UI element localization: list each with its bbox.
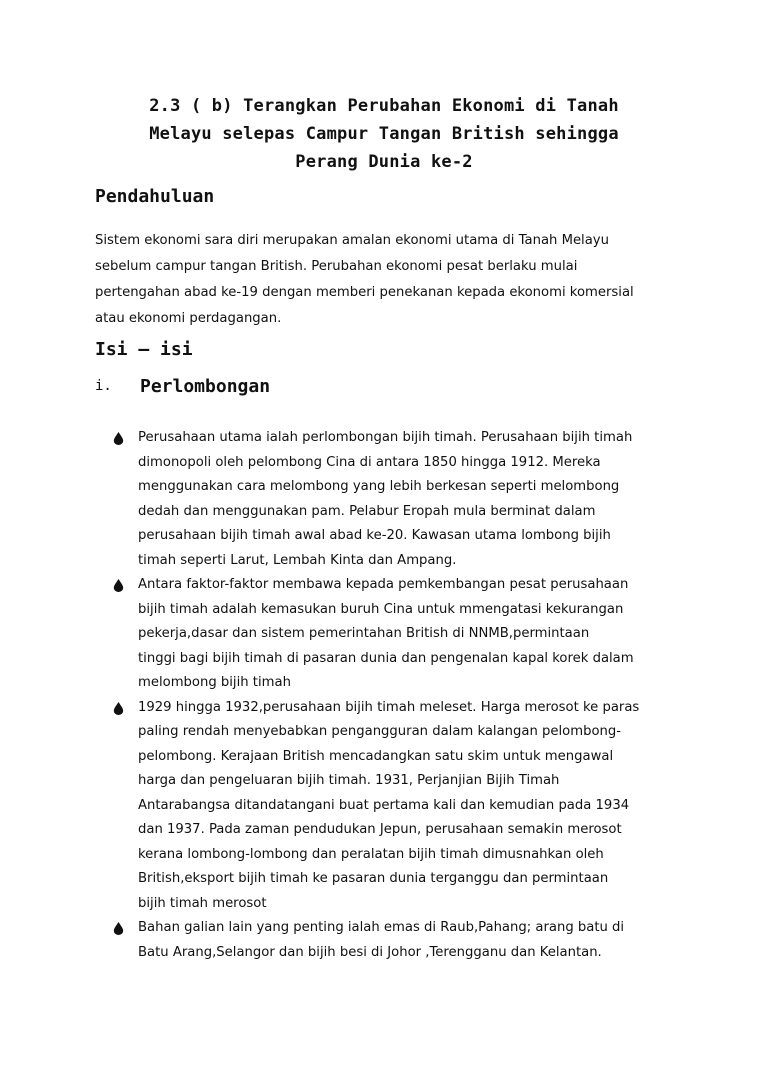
bullet-line: Bahan galian lain yang penting ialah emas di Raub,Pahang; arang batu di (138, 920, 625, 935)
bullet-line: dimonopoli oleh pelombong Cina di antara 1850 hingga 1912. Mereka (138, 454, 601, 470)
bullet-item (113, 916, 693, 965)
bullet-line: menggunakan cara melombong yang lebih berkesan seperti melombong (138, 479, 620, 494)
section-title: Perlombongan (140, 376, 271, 397)
intro-heading: Pendahuluan (95, 186, 215, 207)
drop-bullet-icon (113, 579, 124, 592)
drop-bullet-icon (113, 922, 124, 935)
title-line-3: Perang Dunia ke-2 (295, 152, 473, 172)
bullet-line: kerana lombong-lombong dan peralatan bijih timah dimusnahkan oleh (138, 846, 604, 862)
bullet-list (113, 426, 693, 965)
bullet-line: perusahaan bijih timah awal abad ke-20. Kawasan utama lombong bijih (138, 528, 611, 543)
intro-line: pertengahan abad ke-19 dengan memberi penekanan kepada ekonomi komersial (95, 285, 634, 300)
title-line-2: Melayu selepas Campur Tangan British sehingga (149, 124, 619, 144)
section-number: i. (95, 378, 112, 394)
bullet-line: harga dan pengeluaran bijih timah. 1931, Perjanjian Bijih Timah (138, 773, 560, 788)
page-title (90, 92, 678, 176)
bullet-line: Perusahaan utama ialah perlombongan bijih timah. Perusahaan bijih timah (138, 430, 633, 445)
title-line-1: 2.3 ( b) Terangkan Perubahan Ekonomi di Tanah (149, 96, 619, 116)
bullet-line: Batu Arang,Selangor dan bijih besi di Johor ,Terengganu dan Kelantan. (138, 944, 602, 960)
bullet-item (113, 426, 693, 573)
drop-bullet-icon (113, 702, 124, 715)
bullet-line: bijih timah adalah kemasukan buruh Cina untuk mmengatasi kekurangan (138, 601, 624, 617)
bullet-line: 1929 hingga 1932,perusahaan bijih timah meleset. Harga merosot ke paras (138, 699, 640, 715)
bullet-line: tinggi bagi bijih timah di pasaran dunia dan pengenalan kapal korek dalam (138, 650, 634, 666)
bullet-line: bijih timah merosot (138, 895, 267, 911)
bullet-item (113, 573, 693, 696)
bullet-line: pelombong. Kerajaan British mencadangkan satu skim untuk mengawal (138, 748, 614, 764)
bullet-line: dedah dan menggunakan pam. Pelabur Eropah mula berminat dalam (138, 503, 596, 519)
bullet-item (113, 696, 693, 917)
intro-line: Sistem ekonomi sara diri merupakan amalan ekonomi utama di Tanah Melayu (95, 233, 609, 248)
bullet-line: timah seperti Larut, Lembah Kinta dan Ampang. (138, 552, 457, 568)
bullet-line: Antara faktor-faktor membawa kepada pemkembangan pesat perusahaan (138, 577, 629, 592)
bullet-line: dan 1937. Pada zaman pendudukan Jepun, perusahaan semakin merosot (138, 822, 622, 837)
intro-line: sebelum campur tangan British. Perubahan ekonomi pesat berlaku mulai (95, 259, 578, 274)
bullet-line: Antarabangsa ditandatangani buat pertama kali dan kemudian pada 1934 (138, 797, 630, 813)
bullet-line: pekerja,dasar dan sistem pemerintahan British di NNMB,permintaan (138, 626, 590, 641)
bullet-line: paling rendah menyebabkan pengangguran dalam kalangan pelombong- (138, 724, 622, 739)
bullet-line: melombong bijih timah (138, 675, 291, 690)
bullet-line: British,eksport bijih timah ke pasaran dunia terganggu dan permintaan (138, 871, 609, 886)
intro-line: atau ekonomi perdagangan. (95, 311, 282, 326)
body-heading: Isi – isi (95, 339, 193, 360)
drop-bullet-icon (113, 432, 124, 445)
intro-paragraph (95, 228, 695, 332)
